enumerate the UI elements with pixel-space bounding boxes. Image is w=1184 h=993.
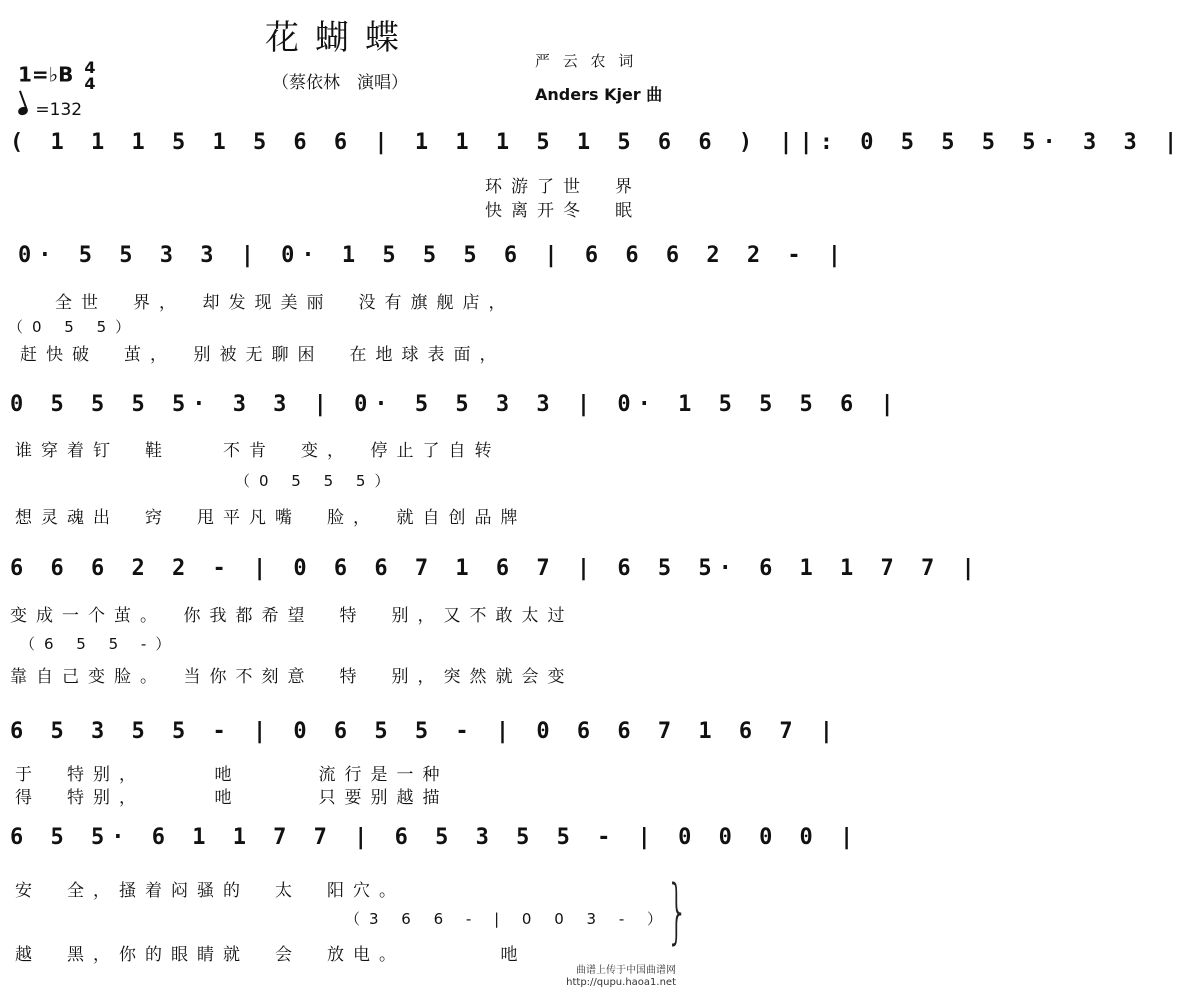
quarter-note-icon bbox=[17, 106, 29, 117]
key-label: 1=♭B bbox=[18, 62, 74, 87]
lyric-line-4a: 变成一个茧。 你我都希望 特 别，又不敢太过 bbox=[10, 606, 574, 626]
watermark-line-1: 曲谱上传于中国曲谱网 bbox=[576, 965, 676, 976]
lyric-line-3a: 谁穿着钉 鞋 不肯 变， 停止了自转 bbox=[15, 441, 501, 461]
lyric-line-2b: 赶快破 茧， 别被无聊困 在地球表面， bbox=[20, 345, 506, 365]
composer-credit: Anders Kjer 曲 bbox=[535, 85, 663, 104]
notation-line-5: 6 5 3 5 5 - | 0 6 5 5 - | 0 6 6 7 1 6 7 | bbox=[10, 719, 841, 744]
lyric-line-5b: 得 特别， 吔 只要别越描 bbox=[15, 788, 449, 808]
lyricist-credit: 严 云 农 词 bbox=[535, 52, 638, 70]
song-title: 花蝴蝶 bbox=[265, 18, 415, 58]
aside-notes-6: （3 6 6 - | 0 0 3 - ） bbox=[345, 910, 672, 928]
tempo-marking bbox=[18, 100, 82, 120]
time-bottom: 4 bbox=[84, 74, 96, 93]
singer-credit: （蔡依林 演唱） bbox=[272, 73, 408, 93]
notation-line-2: 0· 5 5 3 3 | 0· 1 5 5 5 6 | 6 6 6 2 2 - | bbox=[18, 243, 849, 268]
lyric-line-5a: 于 特别， 吔 流行是一种 bbox=[15, 765, 449, 785]
lyric-line-3b: 想灵魂出 窍 甩平凡嘴 脸， 就自创品牌 bbox=[15, 508, 527, 528]
watermark-line-2: http://qupu.haoa1.net bbox=[566, 977, 676, 988]
aside-notes-4: （6 5 5 -） bbox=[20, 635, 180, 653]
lyric-line-6a: 安 全，搔着闷骚的 太 阳穴。 bbox=[15, 881, 405, 901]
notation-line-6: 6 5 5· 6 1 1 7 7 | 6 5 3 5 5 - | 0 0 0 0 | bbox=[10, 825, 861, 850]
notation-line-3: 0 5 5 5 5· 3 3 | 0· 5 5 3 3 | 0· 1 5 5 5 6 | bbox=[10, 392, 901, 417]
time-top: 4 bbox=[84, 58, 96, 77]
aside-notes-2: （0 5 5） bbox=[8, 318, 140, 336]
repeat-brace: } bbox=[666, 870, 689, 952]
notation-line-1: ( 1 1 1 5 1 5 6 6 | 1 1 1 5 1 5 6 6 ) ||: 0 5 5 5 5· 3 3 | bbox=[10, 130, 1184, 155]
lyric-line-1b: 快离开冬 眠 bbox=[485, 201, 641, 221]
tempo-value: =132 bbox=[35, 100, 83, 120]
aside-notes-3: （0 5 5 5） bbox=[235, 472, 399, 490]
lyric-line-2a: 全世 界， 却发现美丽 没有旗舰店， bbox=[55, 293, 515, 313]
site-watermark bbox=[566, 965, 676, 989]
lyric-line-6b: 越 黑，你的眼睛就 会 放电。 吔 bbox=[15, 945, 527, 965]
lyric-line-1a: 环游了世 界 bbox=[485, 177, 641, 197]
notation-line-4: 6 6 6 2 2 - | 0 6 6 7 1 6 7 | 6 5 5· 6 1 1 7 7 | bbox=[10, 556, 982, 581]
time-signature bbox=[84, 60, 95, 92]
lyric-line-4b: 靠自己变脸。 当你不刻意 特 别，突然就会变 bbox=[10, 667, 574, 687]
key-signature bbox=[18, 60, 95, 92]
